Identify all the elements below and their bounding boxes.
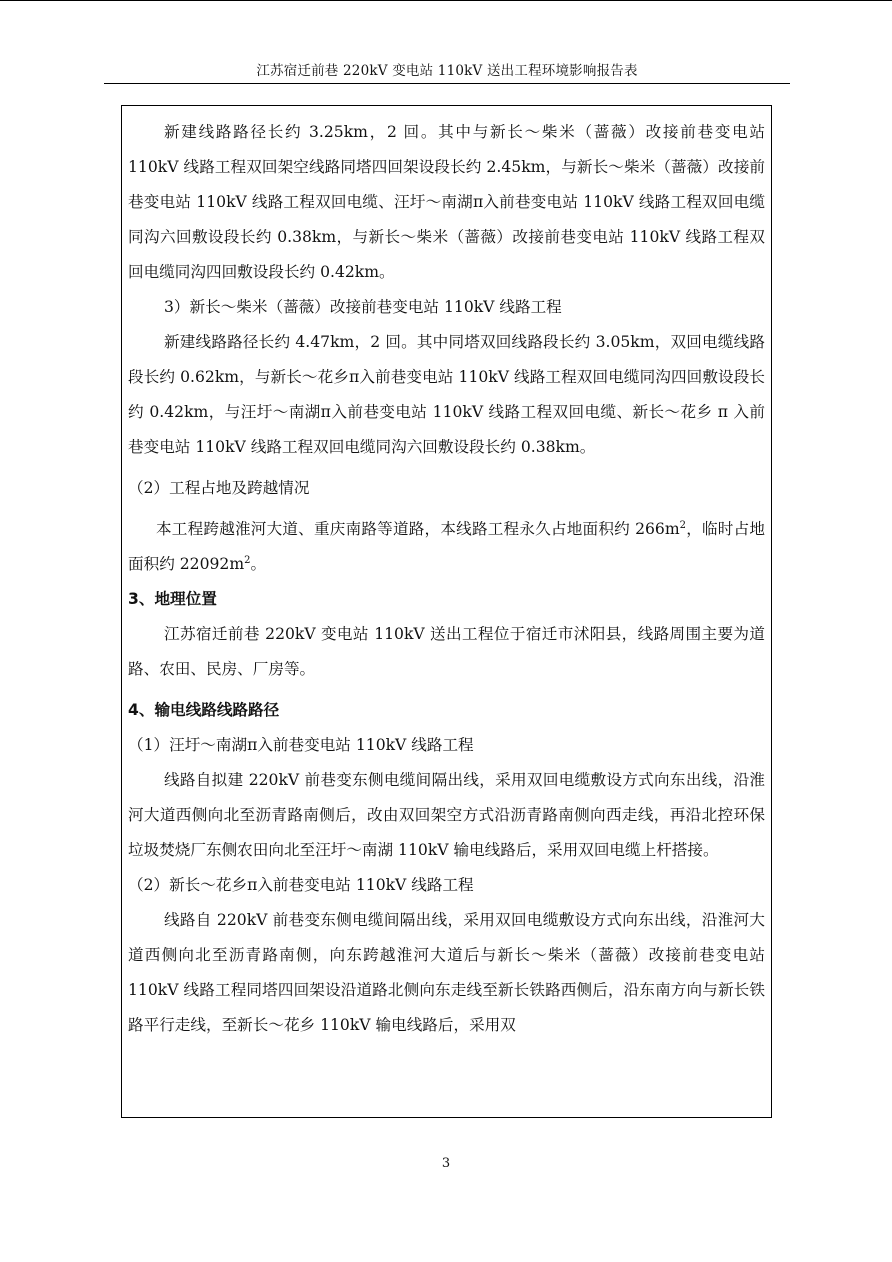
- paragraph-xinchang-chaimi: 新建线路路径长约 4.47km，2 回。其中同塔双回线路段长约 3.05km，双回电缆线路段长约 0.62km，与新长～花乡π入前巷变电站 110kV 线路工程双回电缆同沟四回敷设段长约 0.42km，与汪圩～南湖π入前巷变电站 110kV 线路工程双回电缆、新长～花乡 π 入前巷变电站 110kV 线路工程双回电缆同沟六回敷设段长约 0.38km。: [128, 333, 765, 456]
- paragraph-land-crossing: 本工程跨越淮河大道、重庆南路等道路，本线路工程永久占地面积约 $266m^2$，临时占地面积约 $22092m^2$。: [128, 519, 765, 573]
- paragraph-wangwei-nanhu: 线路自拟建 220kV 前巷变东侧电缆间隔出线，采用双回电缆敷设方式向东出线，沿淮河大道西侧向北至沥青路南侧后，改由双回架空方式沿沥青路南侧向西走线，再沿北控环保垃圾焚烧厂东侧农田向北至汪圩～南湖 110kV 输电线路后，采用双回电缆上杆搭接。: [128, 771, 765, 859]
- paragraph-line-length-summary: 新建线路路径长约 3.25km，2 回。其中与新长～柴米（蔷薇）改接前巷变电站 110kV 线路工程双回架空线路同塔四回架设段长约 2.45km，与新长～柴米（蔷薇）改接前巷变电站 110kV 线路工程双回电缆、汪圩～南湖π入前巷变电站 110kV 线路工程双回电缆同沟六回敷设段长约 0.38km，与新长～柴米（蔷薇）改接前巷变电站 110kV 线路工程双回电缆同沟四回敷设段长约 0.42km。: [128, 123, 765, 281]
- top-border-line: [0, 0, 892, 1]
- subsection-land-crossing: （2）工程占地及跨越情况: [128, 479, 310, 497]
- subsection-xinchang-chaimi: 3）新长～柴米（蔷薇）改接前巷变电站 110kV 线路工程: [164, 298, 562, 316]
- heading-line-route: 4、输电线路线路路径: [128, 701, 280, 719]
- document-body: [128, 115, 765, 1043]
- page-number: 3: [441, 1156, 451, 1171]
- subsection-wangwei-nanhu: （1）汪圩～南湖π入前巷变电站 110kV 线路工程: [128, 736, 474, 754]
- document-header-title: 江苏宿迁前巷 220kV 变电站 110kV 送出工程环境影响报告表: [256, 63, 638, 79]
- subsection-xinchang-huaxiang: （2）新长～花乡π入前巷变电站 110kV 线路工程: [128, 876, 474, 894]
- header-underline: [104, 83, 790, 84]
- paragraph-geographic-location: 江苏宿迁前巷 220kV 变电站 110kV 送出工程位于宿迁市沭阳县，线路周围主要为道路、农田、民房、厂房等。: [128, 625, 765, 678]
- heading-geographic-location: 3、地理位置: [128, 590, 217, 608]
- paragraph-xinchang-huaxiang: 线路自 220kV 前巷变东侧电缆间隔出线，采用双回电缆敷设方式向东出线，沿淮河大道西侧向北至沥青路南侧，向东跨越淮河大道后与新长～柴米（蔷薇）改接前巷变电站 110kV 线路工程同塔四回架设沿道路北侧向东走线至新长铁路西侧后，沿东南方向与新长铁路平行走线，至新长～花乡 110kV 输电线路后，采用双: [128, 911, 765, 1034]
